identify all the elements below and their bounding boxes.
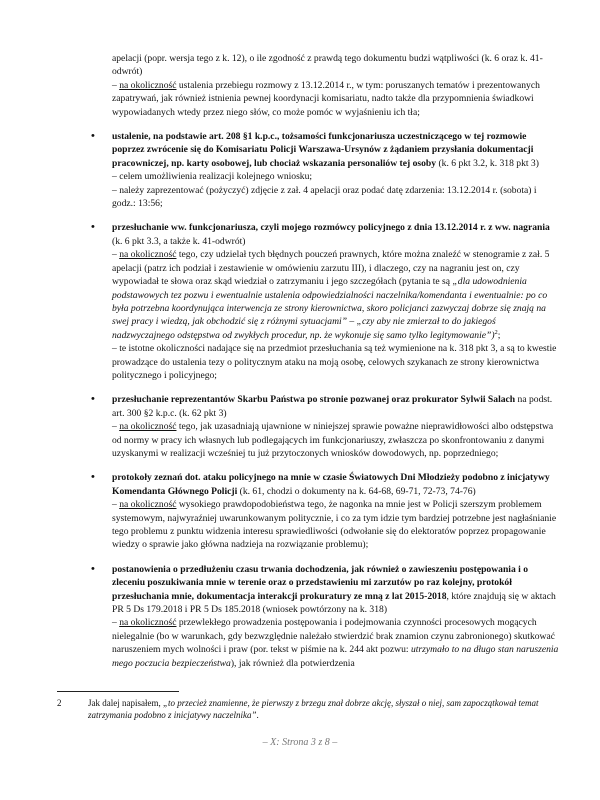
page-body [112, 52, 560, 670]
underlined-phrase: na okoliczność [119, 617, 177, 629]
footnote-separator [57, 691, 179, 692]
list-item: • postanowienia o przedłużeniu czasu trwania dochodzenia, jak również o zawieszeniu postępowania i o zleceniu poszukiwania mnie w terenie oraz o przedstawieniu mi zarzutów po raz kolejny, protokół przesłuchania mnie, dokumentacja interakcji prokuratury ze mną z lat 2015-2018, które znajdują się w aktach PR 5 Ds 179.2018 i PR 5 Ds 185.2018 (wniosek powtórzony na k. 318) – na okoliczność przewlekłego prowadzenia postępowania i podejmowania czynności procesowych mogących nielegalnie (bo w warunkach, gdy bezwzględnie należało stwierdzić brak znamion czynu zabronionego) skutkować naruszeniem mych wolności i praw (por. tekst w piśmie na k. 244 akt pozwu: utrzymało to na długo stan naruszenia mego poczucia bezpieczeństwa), jak również dla potwierdzenia [112, 563, 560, 670]
underlined-phrase: na okoliczność [119, 79, 177, 91]
intro-line: apelacji (popr. wersja tego z k. 12), o ile zgodność z prawdą tego dokumentu budzi wątpliwości (k. 6 oraz k. 41-odwrót) [112, 53, 543, 78]
footnote [57, 697, 557, 722]
item-heading: ustalenie, na podstawie art. 208 §1 k.p.c., tożsamości funkcjonariusza uczestniczącego w tej rozmowie poprzez zwrócenie się do Komisariatu Policji Warszawa-Ursynów z żądaniem przysłania dokumentacji pracowniczej, np. karty osobowej, lub chociaż wskazania personaliów tej osoby [112, 131, 534, 169]
italic-quote: utrzymało to na długo stan naruszenia mego poczucia bezpieczeństwa [112, 644, 559, 669]
item-heading: postanowienia o przedłużeniu czasu trwania dochodzenia, jak również o zawieszeniu postępowania i o zleceniu poszukiwania mnie w terenie oraz o przedstawieniu mi zarzutów po raz kolejny, protokół przesłuchania mnie, dokumentacja interakcji prokuratury ze mną z lat 2015-2018 [112, 563, 529, 602]
intro-paragraph: apelacji (popr. wersja tego z k. 12), o ile zgodność z prawdą tego dokumentu budzi wątpliwości (k. 6 oraz k. 41-odwrót) – na okoliczność ustalenia przebiegu rozmowy z 13.12.2014 r., w tym: poruszanych tematów i prezentowanych zapatrywań, jak również istnienia pewnej koordynacji komisariatu, nadto także dla przypomnienia świadkowi wypowiadanych wtedy przez niego słów, co może pomóc w wyjaśnieniu ich tła; [112, 53, 543, 118]
italic-quote: „dla udowodnienia podstawowych tez pozwu i ewentualnie ustalenia odpowiedzialności naczelnika/komendanta i ewentualnie: po co była potrzebna koordynująca interwencja ze strony kierownictwa, skoro policjanci zazwyczaj dobrze się znają na swej pracy i wiedzą, jak obchodzić się z różnymi sytuacjami” – „czy aby nie zmierzał to do jakiegoś nadzwyczajnego odstępstwa od zwykłych procedur, np. że wykonuje się samo tylko legitymowanie”) [112, 276, 548, 341]
underlined-phrase: na okoliczność [119, 249, 177, 261]
item-heading: protokoły zeznań dot. ataku policyjnego na mnie w czasie Światowych Dni Młodzieży podobno z inicjatywy Komendanta Głównego Policji [112, 472, 550, 497]
list-item: • przesłuchanie reprezentantów Skarbu Państwa po stronie pozwanej oraz prokurator Sylwii Salach na podst. art. 300 §2 k.p.c. (k. 62 pkt 3) – na okoliczność tego, jak uzasadniają ujawnione w niniejszej sprawie poważne nieprawidłowości albo odstępstwa od normy w pracy ich własnych lub podlegających im funkcjonariuszy, zwłaszcza po skonfrontowaniu z danymi uzyskanymi w realizacji wcześniej tu już przytoczonych wniosków dowodowych, np. poprzedniego; [112, 393, 560, 460]
page-number-footer: – X: Strona 3 z 8 – [262, 737, 338, 748]
list-item: • przesłuchanie ww. funkcjonariusza, czyli mojego rozmówcy policyjnego z dnia 13.12.2014 r. z ww. nagrania (k. 6 pkt 3.3, a także k. 41-odwrót) – na okoliczność tego, czy udzielał tych błędnych pouczeń prawnych, które można znaleźć w stenogramie z zał. 5 apelacji (patrz ich podział i zestawienie w omówieniu zarzutu III), i dlaczego, czy na nagraniu jest on, czy wypowiadał te słowa oraz skąd wiedział o zatrzymaniu i jego szczegółach (pytania te są „dla udowodnienia podstawowych tez pozwu i ewentualnie ustalenia odpowiedzialności naczelnika/komendanta i ewentualnie: po co była potrzebna koordynująca interwencja ze strony kierownictwa, skoro policjanci zazwyczaj dobrze się znają na swej pracy i wiedzą, jak obchodzić się z różnymi sytuacjami” – „czy aby nie zmierzał to do jakiegoś nadzwyczajnego odstępstwa od zwykłych procedur, np. że wykonuje się samo tylko legitymowanie”)$^2$; – te istotne okoliczności nadające się na przedmiot przesłuchania są też wymienione na k. 318 pkt 3, a są to kwestie prowadzące do ustalenia tezy o politycznym ataku na moją osobę, celowych szykanach ze strony kierownictwa politycznego i policyjnego; [112, 221, 560, 382]
underlined-phrase: na okoliczność [119, 421, 177, 433]
list-item: • ustalenie, na podstawie art. 208 §1 k.p.c., tożsamości funkcjonariusza uczestniczącego w tej rozmowie poprzez zwrócenie się do Komisariatu Policji Warszawa-Ursynów z żądaniem przysłania dokumentacji pracowniczej, np. karty osobowej, lub chociaż wskazania personaliów tej osoby (k. 6 pkt 3.2, k. 318 pkt 3) – celem umożliwienia realizacji kolejnego wniosku; – należy zaprezentować (pożyczyć) zdjęcie z zał. 4 apelacji oraz podać datę zdarzenia: 13.12.2014 r. (sobota) i godz.: 13:56; [112, 130, 560, 210]
list-item: • protokoły zeznań dot. ataku policyjnego na mnie w czasie Światowych Dni Młodzieży podobno z inicjatywy Komendanta Głównego Policji (k. 61, chodzi o dokumenty na k. 64-68, 69-71, 72-73, 74-76) – na okoliczność wysokiego prawdopodobieństwa tego, że nagonka na mnie jest w Policji szerszym problemem systemowym, najwyraźniej uwarunkowanym politycznie, i co za tym idzie tym bardziej potrzebne jest nagłaśnianie tego problemu z punktu widzenia interesu sprawiedliwości (odwołanie się do elektoratów poprzez propagowanie wiedzy o sprawie jako główna nadzieja na rozwiązanie problemu); [112, 471, 560, 551]
item-heading: przesłuchanie reprezentantów Skarbu Państwa po stronie pozwanej oraz prokurator Sylwii Salach [112, 394, 516, 406]
footnote-quote: „to przecież znamienne, że pierwszy z brzegu znał dobrze akcję, słyszał o niej, sam zapoczątkował temat zatrzymania podobno z inicjatywy naczelnika” [88, 698, 539, 721]
item-heading: przesłuchanie ww. funkcjonariusza, czyli mojego rozmówcy policyjnego z dnia 13.12.2014 r. z ww. nagrania [112, 222, 550, 234]
underlined-phrase: na okoliczność [119, 499, 177, 511]
footnote-ref[interactable]: 2 [494, 328, 498, 336]
footnote-text: Jak dalej napisałem, „to przecież znamienne, że pierwszy z brzegu znał dobrze akcję, słyszał o niej, sam zapoczątkował temat zatrzymania podobno z inicjatywy naczelnika”. [88, 698, 539, 721]
evidence-list [112, 130, 560, 670]
footnote-number: 2 [57, 698, 62, 708]
